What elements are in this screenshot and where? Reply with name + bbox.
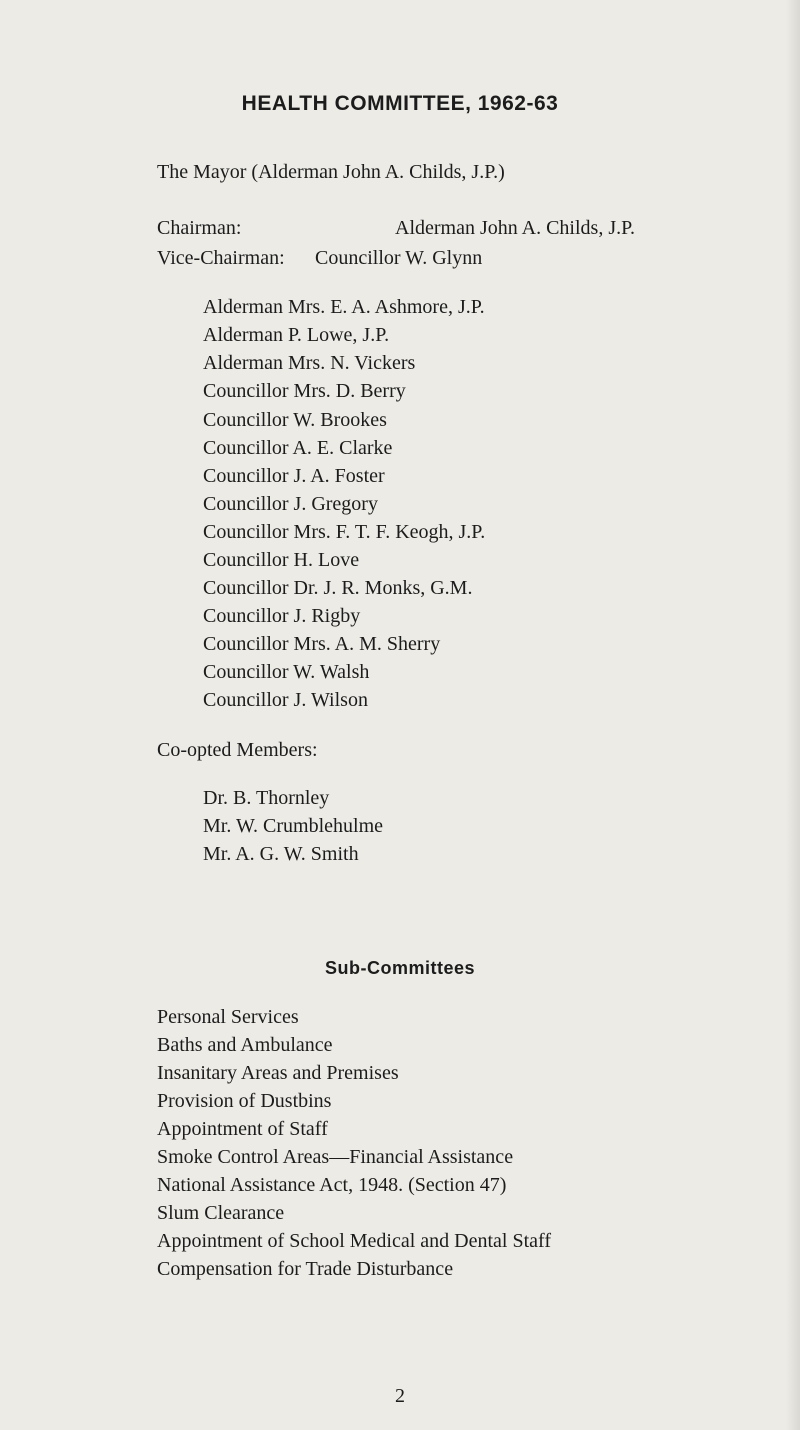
sub-committee-item: Provision of Dustbins [157,1090,332,1112]
member-item: Councillor Mrs. A. M. Sherry [203,633,441,655]
member-item: Councillor J. Gregory [203,493,378,515]
co-opted-item: Mr. A. G. W. Smith [203,843,359,865]
chairman-value: Alderman John A. Childs, J.P. [395,217,636,239]
sub-committee-item: National Assistance Act, 1948. (Section 47) [157,1174,507,1196]
vice-chairman-row [157,246,797,270]
co-opted-heading: Co-opted Members: [157,739,318,761]
member-item: Councillor Mrs. F. T. F. Keogh, J.P. [203,521,486,543]
sub-committee-item: Smoke Control Areas—Financial Assistance [157,1146,514,1168]
co-opted-item: Mr. W. Crumblehulme [203,815,383,837]
member-item: Alderman P. Lowe, J.P. [203,324,390,346]
page-number: 2 [395,1385,405,1407]
member-item: Alderman Mrs. N. Vickers [203,352,416,374]
member-item: Councillor J. Rigby [203,605,361,627]
co-opted-item: Dr. B. Thornley [203,787,330,809]
member-item: Councillor Mrs. D. Berry [203,380,406,402]
sub-committee-item: Baths and Ambulance [157,1034,333,1056]
sub-committee-item: Slum Clearance [157,1202,285,1224]
member-item: Councillor Dr. J. R. Monks, G.M. [203,577,473,599]
member-item: Councillor H. Love [203,549,360,571]
page-title: HEALTH COMMITTEE, 1962-63 [241,92,559,115]
chairman-row [157,216,797,240]
sub-committee-item: Insanitary Areas and Premises [157,1062,399,1084]
member-item: Alderman Mrs. E. A. Ashmore, J.P. [203,296,485,318]
vice-chairman-value: Councillor W. Glynn [315,247,483,269]
page-edge-shadow [786,0,800,1430]
member-item: Councillor W. Brookes [203,409,387,431]
member-item: Councillor A. E. Clarke [203,437,393,459]
sub-committee-item: Appointment of School Medical and Dental Staff [157,1230,551,1252]
member-item: Councillor W. Walsh [203,661,370,683]
member-item: Councillor J. Wilson [203,689,368,711]
vice-chairman-label: Vice-Chairman: [157,247,285,269]
sub-committee-item: Personal Services [157,1006,299,1028]
chairman-label: Chairman: [157,217,242,239]
sub-committee-item: Appointment of Staff [157,1118,328,1140]
sub-committee-item: Compensation for Trade Disturbance [157,1258,454,1280]
sub-committees-heading: Sub-Committees [324,958,475,978]
member-item: Councillor J. A. Foster [203,465,385,487]
mayor-line: The Mayor (Alderman John A. Childs, J.P.) [157,161,505,183]
